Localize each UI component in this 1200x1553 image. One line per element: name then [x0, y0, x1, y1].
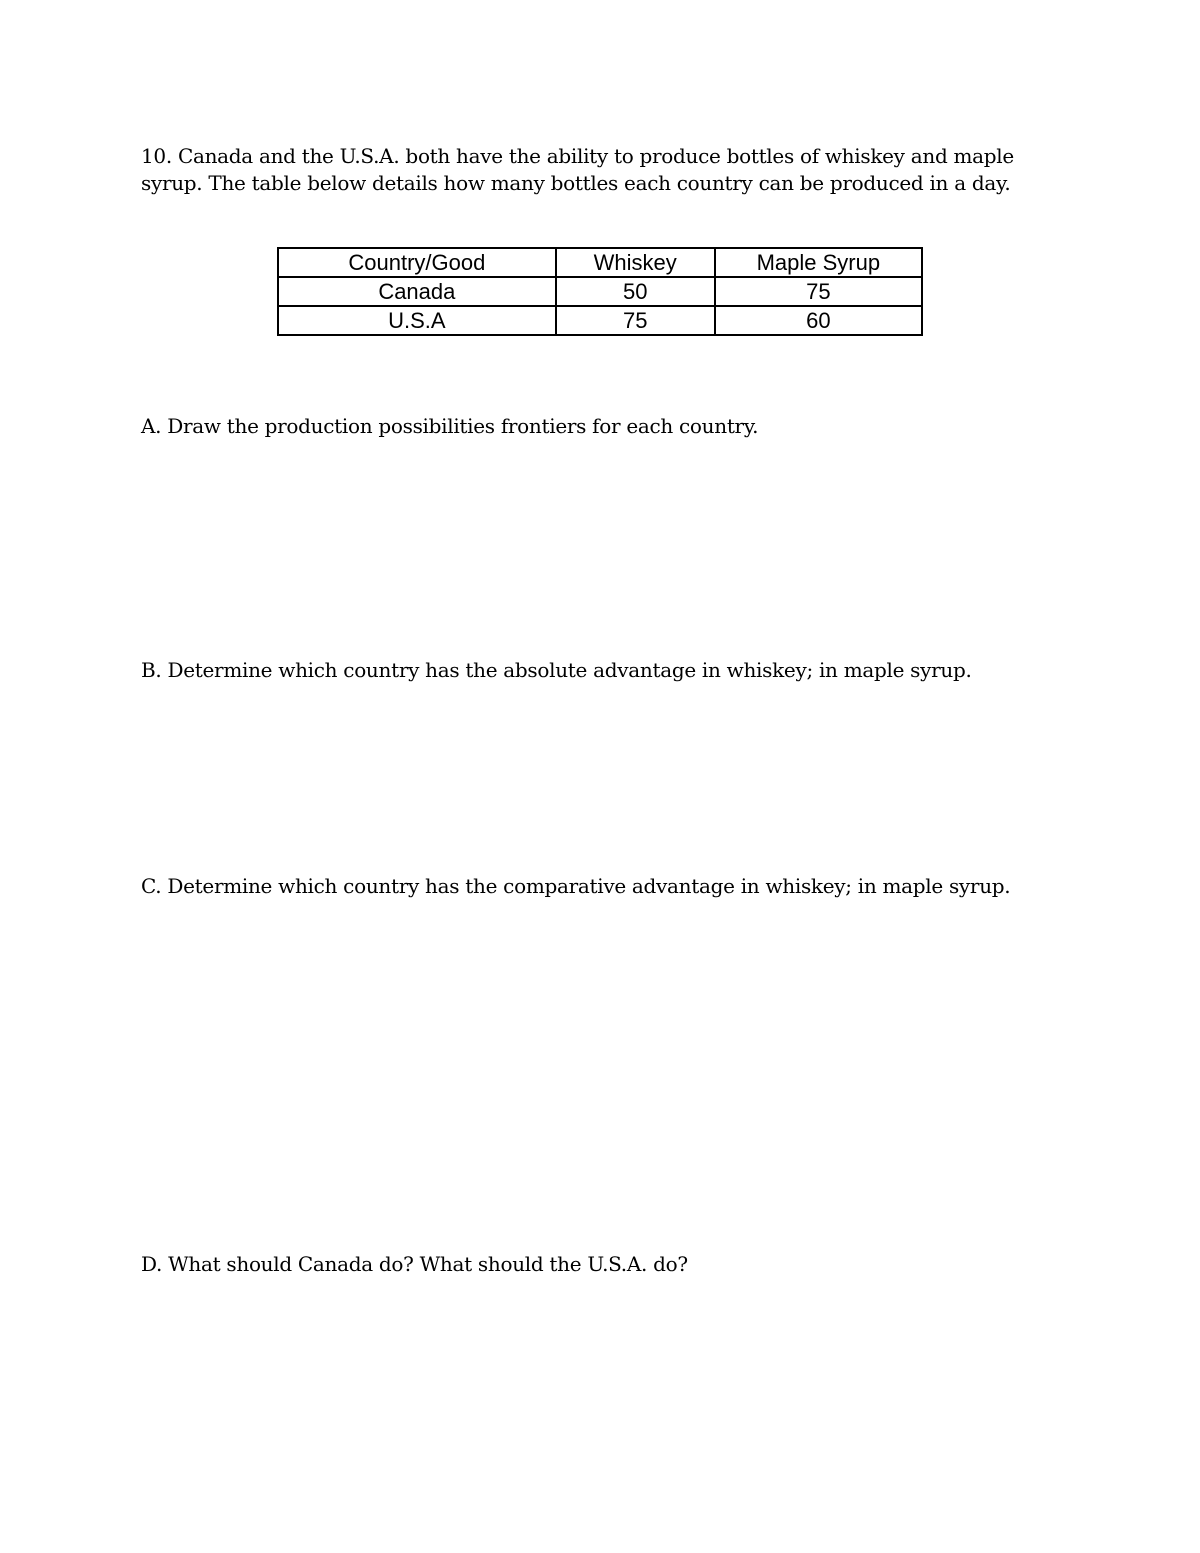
question-c: C. Determine which country has the comparative advantage in whiskey; in maple syrup. — [141, 874, 1011, 898]
cell-whiskey: 50 — [556, 277, 715, 306]
problem-statement-line-2: syrup. The table below details how many bottles each country can be produced in a day. — [141, 171, 1011, 195]
table-row — [278, 306, 922, 335]
cell-maple-syrup: 75 — [715, 277, 922, 306]
question-a: A. Draw the production possibilities frontiers for each country. — [141, 414, 759, 438]
header-whiskey: Whiskey — [556, 248, 715, 277]
question-d: D. What should Canada do? What should the U.S.A. do? — [141, 1252, 688, 1276]
cell-country: U.S.A — [278, 306, 556, 335]
header-maple-syrup: Maple Syrup — [715, 248, 922, 277]
production-table — [277, 247, 923, 336]
cell-maple-syrup: 60 — [715, 306, 922, 335]
cell-country: Canada — [278, 277, 556, 306]
table-header-row — [278, 248, 922, 277]
cell-whiskey: 75 — [556, 306, 715, 335]
table-row — [278, 277, 922, 306]
question-b: B. Determine which country has the absolute advantage in whiskey; in maple syrup. — [141, 658, 972, 682]
problem-statement — [141, 143, 1061, 197]
problem-statement-line-1: 10. Canada and the U.S.A. both have the ability to produce bottles of whiskey and maple — [141, 144, 1014, 168]
header-country-good: Country/Good — [278, 248, 556, 277]
